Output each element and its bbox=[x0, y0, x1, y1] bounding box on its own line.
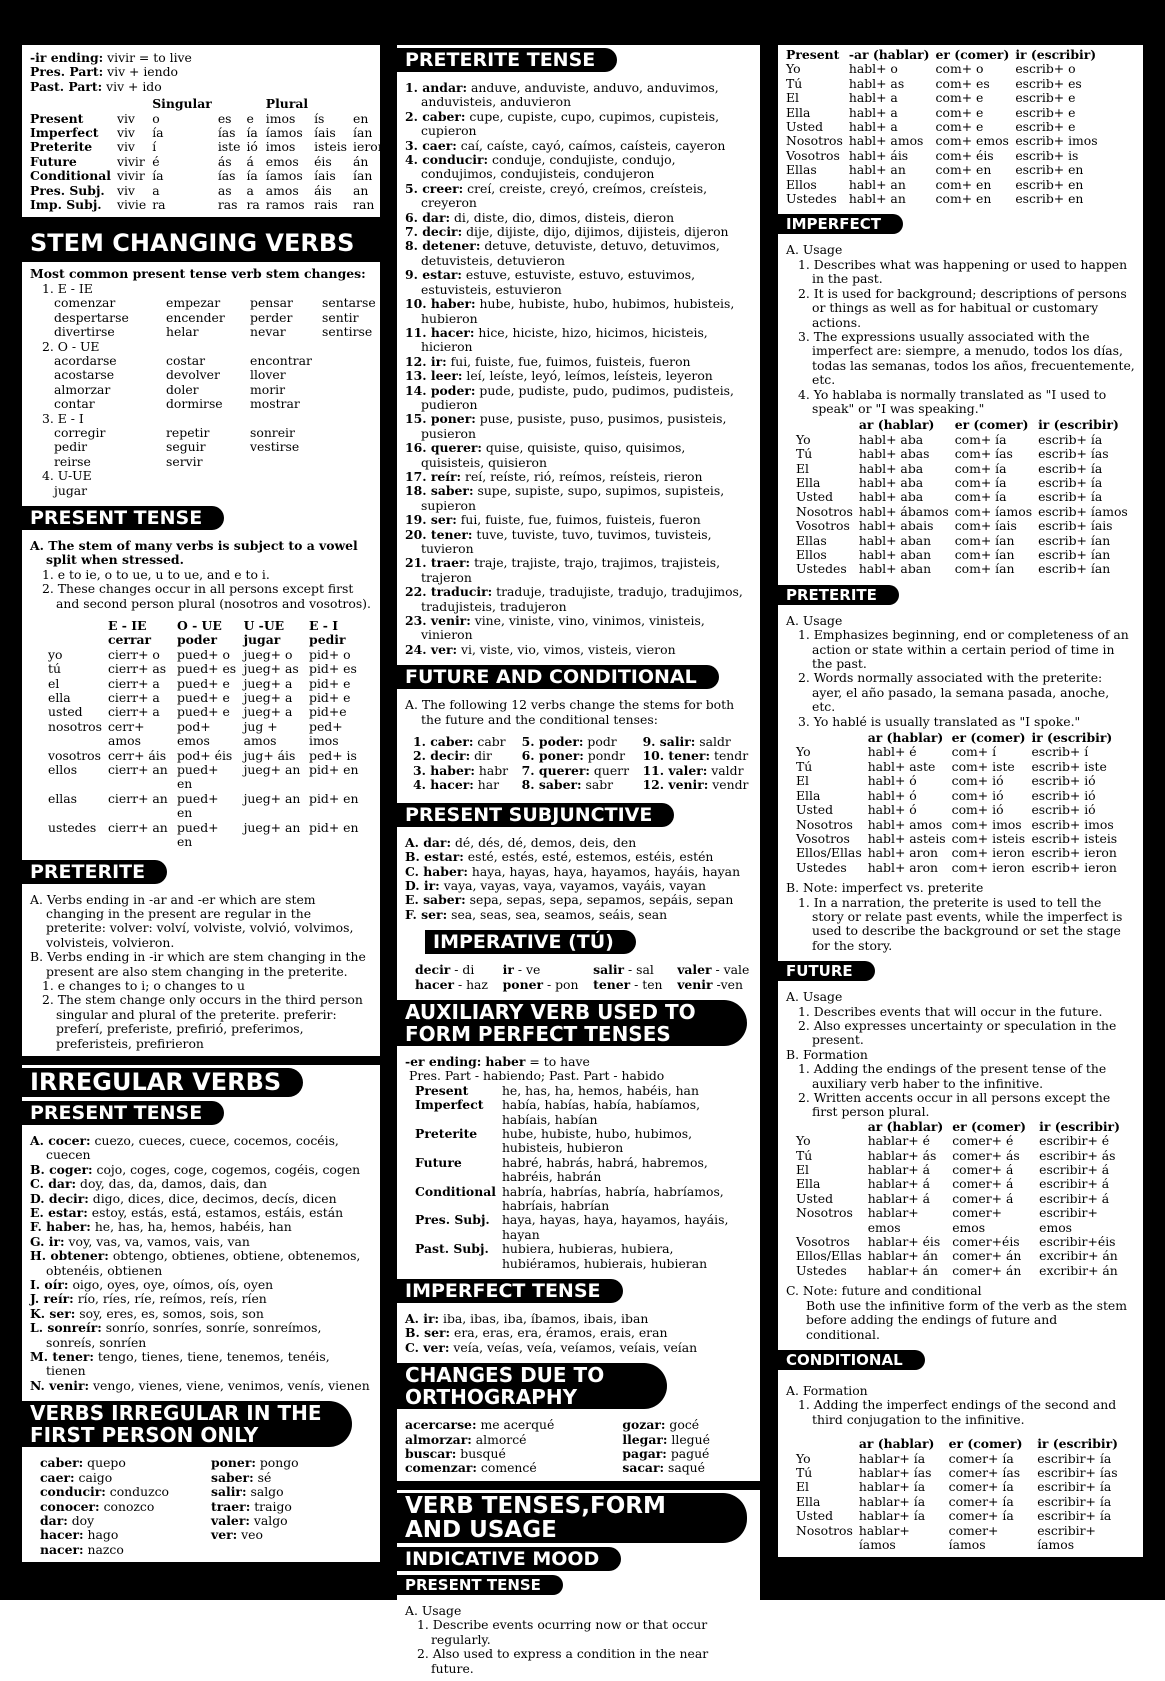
list-item: 8. saber: sabr bbox=[521, 777, 614, 793]
table-row: Imperfect había, habías, había, habíamos, habíais, habían bbox=[415, 1097, 701, 1127]
table-row: Ella habl+ a com+ e escrib+ e bbox=[786, 104, 1076, 120]
list-item: conocer: conozco bbox=[40, 1498, 155, 1514]
table-row: Ellos/Ellas habl+ aron com+ ieron escrib+ ieron bbox=[796, 845, 1117, 861]
first-person-list-left bbox=[40, 1456, 201, 1557]
table-row: Imperfect viv ía ías ía íamos íais ían bbox=[30, 125, 373, 141]
list-item: 4. hacer: har bbox=[413, 777, 500, 793]
list-item: -ir ending: vivir = to live bbox=[30, 50, 192, 65]
list-item: I. oír: oigo, oyes, oye, oímos, oís, oyen bbox=[30, 1277, 274, 1293]
table-row: Nosotros habl+ amos com+ imos escrib+ imos bbox=[796, 816, 1114, 832]
future-conditional-section bbox=[397, 693, 760, 799]
irregular-present-title: PRESENT TENSE bbox=[22, 1101, 380, 1129]
imperfect-title: IMPERFECT bbox=[778, 211, 1143, 238]
first-person-title: VERBS IRREGULAR IN THE FIRST PERSON ONLY bbox=[22, 1398, 380, 1451]
list-item: C. dar: doy, das, da, damos, dais, dan bbox=[30, 1176, 267, 1192]
present-endings-table: Present -ar (hablar) er (comer) ir (escribir) Yo habl+ o com+ o escrib+ o Tú habl+ as com+ es escrib+ es El habl+ a com+ e escrib+ e Ella habl+ a com+ e escrib+ e Usted habl+ a com+ e escrib+ e Nosotros habl+ amos com+ emos escrib+ imos Vosotros habl+ áis com+ éis escrib+ is Ellas habl+ an com+ en escrib+ en Ellos habl+ an com+ en escrib+ en Ustedes habl+ an com+ en escrib+ en bbox=[786, 48, 1104, 206]
column-left bbox=[22, 45, 386, 1562]
stem-group-label: 2. O - UE bbox=[42, 338, 100, 354]
list-item: 18. saber: supe, supiste, supo, supimos, supisteis, supieron bbox=[405, 483, 725, 513]
indicative-mood-title: INDICATIVE MOOD bbox=[397, 1547, 760, 1575]
list-item: 1. caber: cabr bbox=[413, 734, 506, 750]
list-item: dar: doy bbox=[40, 1512, 95, 1528]
stem-groups bbox=[30, 280, 376, 498]
table-row: Yo habl+ aba com+ ía escrib+ ía bbox=[796, 431, 1103, 447]
list-item: 1. Describes what was happening or used to happen in the past. bbox=[798, 256, 1128, 287]
table-row: Past. Subj. hubiera, hubieras, hubiera, hubiéramos, hubierais, hubieran bbox=[415, 1241, 708, 1271]
table-row: Preterite hube, hubiste, hubo, hubimos, hubisteis, hubieron bbox=[415, 1125, 693, 1156]
imperative-section bbox=[397, 958, 760, 997]
list-item: traer: traigo bbox=[211, 1498, 292, 1514]
present-note-a: A. The stem of many verbs is subject to a vowel split when stressed. bbox=[30, 537, 358, 568]
list-item: B. ser: era, eras, era, éramos, erais, eran bbox=[405, 1325, 668, 1341]
list-item: A. ir: iba, ibas, iba, íbamos, ibais, iban bbox=[405, 1311, 649, 1327]
stem-intro: Most common present tense verb stem changes: bbox=[30, 266, 366, 282]
table-row: Usted hablar+ á comer+ á escribir+ á bbox=[796, 1190, 1110, 1206]
stem-group-verbs: corregir repetir sonreir pedir seguir vestirse reirse servir bbox=[54, 424, 300, 469]
table-row: Ustedes habl+ aban com+ ían escrib+ ían bbox=[796, 561, 1111, 577]
list-item: ver: veo bbox=[211, 1527, 263, 1543]
table-row: Ella habl+ ó com+ ió escrib+ ió bbox=[796, 787, 1096, 803]
orthography-section bbox=[397, 1413, 760, 1481]
table-row: Future vivir é ás á emos éis án bbox=[30, 153, 369, 169]
list-item: 12. venir: vendr bbox=[642, 777, 749, 793]
list-item: 11. hacer: hice, hiciste, hizo, hicimos, hicisteis, hicieron bbox=[405, 324, 708, 355]
list-item: 23. venir: vine, viniste, vino, vinimos, vinisteis, vinieron bbox=[405, 613, 705, 643]
list-item: 2. decir: dir bbox=[413, 748, 492, 764]
list-item: 10. haber: hube, hubiste, hubo, hubimos, hubisteis, hubieron bbox=[405, 296, 735, 326]
list-item: 24. ver: vi, viste, vio, vimos, visteis, vieron bbox=[405, 641, 676, 657]
list-item: C. haber: haya, hayas, haya, hayamos, hayáis, hayan bbox=[405, 863, 741, 879]
conditional-section: A. Formation 1. Adding the imperfect endings of the second and third conjugation to the infinitive. ar (hablar) er (comer) ir (escribir) Yo hablar+ ía comer+ ía escribir+ ía Tú hablar+ ías comer+ ías escribir+ ías El hablar+ ía comer+ ía escribir+ ía Ella hablar+ ía comer+ ía escribir+ ía Usted hablar+ ía comer+ ía escribir+ ía Nosotros hablar+ íamos comer+ íamos escribir+ íamos bbox=[778, 1374, 1143, 1557]
list-item: comenzar: comencé bbox=[405, 1460, 537, 1476]
table-row: Ella hablar+ ía comer+ ía escribir+ ía bbox=[796, 1493, 1112, 1509]
present-note-a2: 2. These changes occur in all persons except first and second person plural (nosotros and vosotros). bbox=[42, 581, 371, 611]
list-item: 15. poner: puse, pusiste, puso, pusimos, pusisteis, pusieron bbox=[405, 411, 727, 441]
list-item: hacer: hago bbox=[40, 1527, 119, 1543]
ir-verb-summary bbox=[22, 45, 386, 217]
table-row: Yo habl+ é com+ í escrib+ í bbox=[796, 744, 1089, 760]
list-item: 3. Yo hablé is usually translated as "I spoke." bbox=[798, 713, 1081, 729]
table-row: Tú hablar+ ás comer+ ás escribir+ ás bbox=[796, 1147, 1116, 1163]
preterite-note-b: B. Verbs ending in -ir which are stem changing in the present are also stem changing in the preterite. bbox=[30, 949, 366, 979]
list-item: venir -ven bbox=[677, 976, 743, 992]
stem-group-label: 3. E - I bbox=[42, 410, 84, 426]
present-note-a1: 1. e to ie, o to ue, u to ue, and e to i. bbox=[42, 566, 270, 582]
table-row: Ella hablar+ á comer+ á escribir+ á bbox=[796, 1176, 1110, 1192]
list-item: 2. Words normally associated with the preterite: ayer, el año pasado, la semana pasada, anoche, etc. bbox=[798, 670, 1110, 715]
list-item: caer: caigo bbox=[40, 1469, 113, 1485]
list-item: Pres. Part: viv + iendo bbox=[30, 64, 178, 80]
table-row: Ellos habl+ aban com+ ían escrib+ ían bbox=[796, 547, 1111, 562]
irregular-verbs-title: IRREGULAR VERBS bbox=[22, 1065, 380, 1101]
preterite-note-a: A. Verbs ending in -ar and -er which are stem changing in the present are regular in the preterite: volver: volví, volviste, volvió, volvimos, volvisteis, volvieron. bbox=[30, 891, 354, 950]
list-item: gozar: gocé bbox=[622, 1417, 700, 1433]
list-item: B. estar: esté, estés, esté, estemos, estéis, estén bbox=[405, 849, 714, 865]
table-row: El habl+ ó com+ ió escrib+ ió bbox=[796, 773, 1096, 789]
table-row: Present viv o es e imos ís en bbox=[30, 110, 369, 126]
list-item: 3. haber: habr bbox=[413, 762, 509, 778]
list-item: llegar: llegué bbox=[622, 1431, 710, 1447]
list-item: 17. reír: reí, reíste, rió, reímos, reísteis, rieron bbox=[405, 468, 703, 484]
future-stems-grid bbox=[413, 735, 752, 793]
list-item: 12. ir: fui, fuiste, fue, fuimos, fuisteis, fueron bbox=[405, 353, 691, 369]
list-item: F. haber: he, has, ha, hemos, habéis, han bbox=[30, 1219, 292, 1235]
list-item: A. cocer: cuezo, cueces, cuece, cocemos, cocéis, cuecen bbox=[30, 1132, 339, 1163]
column-middle bbox=[397, 45, 760, 1681]
table-row: vosotros cerr+ áis pod+ éis jug+ áis ped+ is bbox=[48, 747, 357, 763]
conditional-title: CONDITIONAL bbox=[778, 1347, 1143, 1374]
stem-group-label: 4. U-UE bbox=[42, 468, 92, 484]
list-item: decir - di bbox=[415, 962, 475, 978]
future-section: A. Usage 1. Describes events that will occur in the future. 2. Also expresses uncertainty or speculation in the present. B. Formation 1. Adding the endings of the present tense of the auxiliary verb haber to the infinitive. 2. Written accents occur in all persons except the first person plural. ar (hablar) er (comer) ir (escribir) Yo hablar+ é comer+ é escribir+ é Tú hablar+ ás comer+ ás escribir+ ás El hablar+ á comer+ á escribir+ á Ella hablar+ á comer+ á escribir+ á Usted hablar+ á comer+ á escribir+ á Nosotros hablar+ emos comer+ emos escribir+ emos Vosotros hablar+ éis comer+éis escribir+éis Ellos/Ellas hablar+ án comer+ án excribir+ án Ustedes hablar+ án comer+ án excribir+ án C. Note: future and conditional Both use the infinitive form of the verb as the stem before adding the endings of future and conditional. bbox=[778, 985, 1143, 1347]
table-row: Vosotros habl+ asteis com+ isteis escrib+ isteis bbox=[796, 830, 1118, 846]
list-item: valer - vale bbox=[677, 962, 750, 978]
list-item: D. decir: digo, dices, dice, decimos, decís, dicen bbox=[30, 1190, 337, 1206]
preterite-irregular-list bbox=[405, 81, 752, 657]
present-subjunctive-title: PRESENT SUBJUNCTIVE bbox=[397, 800, 760, 831]
table-row: Future habré, habrás, habrá, habremos, habréis, habrán bbox=[415, 1154, 708, 1185]
table-row: Nosotros hablar+ íamos comer+ íamos escribir+ íamos bbox=[796, 1522, 1096, 1552]
list-item: Past. Part: viv + ido bbox=[30, 78, 162, 94]
table-row: El hablar+ á comer+ á escribir+ á bbox=[796, 1162, 1110, 1178]
preterite-title-right: PRETERITE bbox=[778, 582, 1143, 609]
list-item: 5. poder: podr bbox=[521, 734, 617, 750]
stem-group-verbs: acordarse costar encontrar acostarse devolver llover almorzar doler morir contar dormirse mostrar bbox=[54, 352, 312, 412]
future-conditional-title: FUTURE AND CONDITIONAL bbox=[397, 662, 760, 693]
list-item: E. saber: sepa, sepas, sepa, sepamos, sepáis, sepan bbox=[405, 892, 734, 908]
table-row: Pres. Subj. viv a as a amos áis an bbox=[30, 182, 369, 198]
table-row: Tú hablar+ ías comer+ ías escribir+ ías bbox=[796, 1464, 1118, 1480]
list-item: L. sonreír: sonrío, sonríes, sonríe, sonreímos, sonreís, sonríen bbox=[30, 1320, 322, 1350]
table-row: Conditional habría, habrías, habría, habríamos, habríais, habrían bbox=[415, 1183, 724, 1213]
list-item: 3. The expressions usually associated with the imperfect are: siempre, a menudo, todos los días, todas las semanas, todos los años, frecuentemente, etc. bbox=[798, 328, 1135, 388]
list-item: 21. traer: traje, trajiste, trajo, trajimos, trajisteis, trajeron bbox=[405, 555, 721, 585]
orthography-title: CHANGES DUE TO ORTHOGRAPHY bbox=[397, 1360, 760, 1413]
list-item: saber: sé bbox=[211, 1469, 272, 1485]
table-row: Present he, has, ha, hemos, habéis, han bbox=[415, 1082, 699, 1098]
stem-changing-section bbox=[22, 262, 380, 503]
list-item: 22. traducir: traduje, tradujiste, tradujo, tradujimos, tradujisteis, tradujeron bbox=[405, 584, 743, 614]
present-usage-title: PRESENT TENSE bbox=[397, 1575, 760, 1599]
preterite-section-left bbox=[22, 888, 380, 1056]
stem-group-verbs: comenzar empezar pensar sentarse despertarse encender perder sentir divertirse helar nevar sentirse bbox=[54, 295, 376, 340]
table-row: Yo hablar+ é comer+ é escribir+ é bbox=[796, 1133, 1110, 1149]
verb-tenses-title: VERB TENSES,FORM AND USAGE bbox=[397, 1490, 760, 1547]
table-row: Usted habl+ aba com+ ía escrib+ ía bbox=[796, 489, 1103, 505]
table-row: ella cierr+ a pued+ e jueg+ a pid+ e bbox=[48, 690, 351, 706]
table-row: Ustedes habl+ aron com+ ieron escrib+ ieron bbox=[796, 859, 1117, 875]
list-item: 2. It is used for background; descriptions of persons or things as well as for habitual or customary actions. bbox=[798, 285, 1127, 330]
table-row: Nosotros habl+ amos com+ emos escrib+ imos bbox=[786, 133, 1098, 149]
list-item: E. estar: estoy, estás, está, estamos, estáis, están bbox=[30, 1205, 344, 1220]
present-subjunctive-section bbox=[397, 831, 760, 927]
present-usage-section: A. Usage 1. Describe events ocurring now or that occur regularly. 2. Also used to express a condition in the near future. bbox=[397, 1599, 760, 1681]
irregular-present-section bbox=[22, 1129, 380, 1398]
list-item: conducir: conduzco bbox=[40, 1484, 170, 1500]
table-row: usted cierr+ a pued+ e jueg+ a pid+e bbox=[48, 704, 347, 720]
list-item: 14. poder: pude, pudiste, pudo, pudimos, pudisteis, pudieron bbox=[405, 382, 734, 412]
list-item: 1. Emphasizes beginning, end or completeness of an action or state within a certain period of time in the past. bbox=[798, 627, 1129, 672]
list-item: 19. ser: fui, fuiste, fue, fuimos, fuisteis, fueron bbox=[405, 512, 701, 528]
list-item: acercarse: me acerqué bbox=[405, 1417, 555, 1433]
stem-changing-title: STEM CHANGING VERBS bbox=[22, 226, 380, 262]
list-item: 16. querer: quise, quisiste, quiso, quisimos, quisisteis, quisieron bbox=[405, 440, 686, 470]
table-row: el cierr+ a pued+ e jueg+ a pid+ e bbox=[48, 675, 351, 691]
table-row: ellos cierr+ an pued+ en jueg+ an pid+ en bbox=[48, 762, 359, 792]
ir-intro-lines bbox=[30, 51, 372, 94]
table-row: Preterite viv í iste ió imos isteis ieron bbox=[30, 139, 386, 155]
list-item: 10. tener: tendr bbox=[642, 748, 749, 764]
table-row: Usted habl+ a com+ e escrib+ e bbox=[786, 119, 1076, 135]
imperfect-tense-title: IMPERFECT TENSE bbox=[397, 1276, 760, 1307]
table-row: yo cierr+ o pued+ o jueg+ o pid+ o bbox=[48, 646, 351, 662]
list-item: salir: salgo bbox=[211, 1484, 284, 1500]
preterite-tense-section bbox=[397, 76, 760, 662]
list-item: tener - ten bbox=[593, 976, 663, 992]
list-item: 20. tener: tuve, tuviste, tuvo, tuvimos, tuvisteis, tuvieron bbox=[405, 526, 712, 556]
table-row: Tú habl+ abas com+ ías escrib+ ías bbox=[796, 446, 1109, 462]
list-item: 11. valer: valdr bbox=[642, 762, 744, 778]
table-row: Ellos/Ellas hablar+ án comer+ án excribir+ án bbox=[796, 1248, 1118, 1264]
list-item: J. reír: río, ríes, ríe, reímos, reís, ríen bbox=[30, 1291, 267, 1307]
table-row: Usted hablar+ ía comer+ ía escribir+ ía bbox=[796, 1508, 1112, 1524]
present-endings-section bbox=[778, 45, 1143, 211]
list-item: 7. decir: dije, dijiste, dijo, dijimos, dijisteis, dijeron bbox=[405, 224, 729, 240]
list-item: B. coger: cojo, coges, coge, cogemos, cogéis, cogen bbox=[30, 1161, 361, 1177]
list-item: C. ver: veía, veías, veía, veíamos, veíais, veían bbox=[405, 1339, 698, 1355]
first-person-section bbox=[22, 1451, 380, 1562]
table-row: Nosotros hablar+ emos comer+ emos escribir+ emos bbox=[796, 1205, 1098, 1235]
list-item: hacer - haz bbox=[415, 976, 488, 992]
ir-table-body bbox=[30, 112, 392, 213]
preterite-section-right: A. Usage 1. Emphasizes beginning, end or completeness of an action or state within a certain period of time in the past. 2. Words normally associated with the preterite: ayer, el año pasado, la semana pasada, anoche, etc. 3. Yo hablé is usually translated as "I spoke." ar (hablar) er (comer) ir (escribir) Yo habl+ é com+ í escrib+ í Tú habl+ aste com+ iste escrib+ iste El habl+ ó com+ ió escrib+ ió Ella habl+ ó com+ ió escrib+ ió Usted habl+ ó com+ ió escrib+ ió Nosotros habl+ amos com+ imos escrib+ imos Vosotros habl+ asteis com+ isteis escrib+ isteis Ellos/Ellas habl+ aron com+ ieron escrib+ ieron Ustedes habl+ aron com+ ieron escrib+ ieron B. Note: imperfect vs. preterite 1. In a narration, the preterite is used to tell the story or relate past events, while the imperfect is used to describe the background or set the stage for the story. bbox=[778, 609, 1143, 958]
list-item: 6. poner: pondr bbox=[521, 748, 625, 764]
list-item: caber: quepo bbox=[40, 1455, 126, 1471]
list-item: 6. dar: di, diste, dio, dimos, disteis, dieron bbox=[405, 209, 675, 225]
table-row: Usted habl+ ó com+ ió escrib+ ió bbox=[796, 802, 1096, 818]
table-row: Vosotros habl+ áis com+ éis escrib+ is bbox=[786, 147, 1079, 163]
list-item: G. ir: voy, vas, va, vamos, vais, van bbox=[30, 1233, 250, 1249]
list-item: almorzar: almorcé bbox=[405, 1431, 527, 1447]
list-item: ir - ve bbox=[502, 962, 541, 978]
table-row: Ellas habl+ an com+ en escrib+ en bbox=[786, 162, 1084, 178]
list-item: buscar: busqué bbox=[405, 1446, 506, 1462]
list-item: N. venir: vengo, vienes, viene, venimos, venís, vienen bbox=[30, 1377, 370, 1393]
list-item: 9. estar: estuve, estuviste, estuvo, estuvimos, estuvisteis, estuvieron bbox=[405, 267, 696, 297]
table-row: El habl+ aba com+ ía escrib+ ía bbox=[796, 460, 1103, 476]
table-row: nosotros cerr+ amos pod+ emos jug + amos ped+ imos bbox=[48, 718, 343, 749]
list-item: D. ir: vaya, vayas, vaya, vayamos, vayáis, vayan bbox=[405, 877, 706, 893]
ir-table-head: Singular Plural bbox=[152, 96, 309, 112]
table-row: Tú habl+ aste com+ iste escrib+ iste bbox=[796, 758, 1107, 774]
column-right bbox=[778, 45, 1143, 1557]
list-item: F. ser: sea, seas, sea, seamos, seáis, sean bbox=[405, 906, 668, 922]
list-item: 13. leer: leí, leíste, leyó, leímos, leísteis, leyeron bbox=[405, 368, 713, 384]
table-row: Vosotros habl+ abais com+ íais escrib+ íais bbox=[796, 518, 1113, 534]
table-row: Pres. Subj. haya, hayas, haya, hayamos, hayáis, hayan bbox=[415, 1212, 729, 1242]
auxiliary-verb-title: AUXILIARY VERB USED TO FORM PERFECT TENSES bbox=[397, 997, 760, 1050]
table-row: ustedes cierr+ an pued+ en jueg+ an pid+ en bbox=[48, 819, 359, 850]
list-item: salir - sal bbox=[593, 962, 654, 978]
future-note-a: A. The following 12 verbs change the stems for both the future and the conditional tenses: bbox=[405, 697, 735, 727]
table-row: El hablar+ ía comer+ ía escribir+ ía bbox=[796, 1479, 1112, 1495]
list-item: H. obtener: obtengo, obtienes, obtiene, obtenemos, obtenéis, obtienen bbox=[30, 1248, 361, 1278]
auxiliary-verb-section: -er ending: haber = to have Pres. Part - habiendo; Past. Part - habido Present he, has, ha, hemos, habéis, han Imperfect había, habías, había, habíamos, habíais, habían Preterite hube, hubiste, hubo, hubimos, hubisteis, hubieron Future habré, habrás, habrá, habremos, habréis, habrán Conditional habría, habrías, habría, habríamos, habríais, habrían Pres. Subj. haya, hayas, haya, hayamos, hayáis, hayan Past. Subj. hubiera, hubieras, hubiera, hubiéramos, hubierais, hubieran bbox=[397, 1050, 760, 1276]
list-item: nacer: nazco bbox=[40, 1541, 124, 1557]
future-title: FUTURE bbox=[778, 958, 1143, 985]
table-row: Yo habl+ o com+ o escrib+ o bbox=[786, 61, 1076, 77]
table-row: Vosotros hablar+ éis comer+éis escribir+éis bbox=[796, 1234, 1116, 1250]
list-item: pagar: pagué bbox=[622, 1446, 710, 1462]
table-row: Ella habl+ aba com+ ía escrib+ ía bbox=[796, 474, 1103, 490]
list-item: K. ser: soy, eres, es, somos, sois, son bbox=[30, 1305, 264, 1321]
table-row: Nosotros habl+ ábamos com+ íamos escrib+ íamos bbox=[796, 503, 1128, 519]
list-item: poner - pon bbox=[502, 976, 579, 992]
table-row: Tú habl+ as com+ es escrib+ es bbox=[786, 75, 1082, 91]
stem-group-label: 1. E - IE bbox=[42, 280, 93, 296]
table-row: ellas cierr+ an pued+ en jueg+ an pid+ en bbox=[48, 790, 359, 821]
list-item: 4. conducir: conduje, condujiste, condujo, condujimos, condujisteis, condujeron bbox=[405, 152, 676, 182]
list-item: poner: pongo bbox=[211, 1455, 299, 1471]
imperfect-tense-section bbox=[397, 1307, 760, 1360]
preterite-tense-title: PRETERITE TENSE bbox=[397, 45, 760, 76]
present-tense-title: PRESENT TENSE bbox=[22, 503, 380, 534]
table-row: tú cierr+ as pued+ es jueg+ as pid+ es bbox=[48, 661, 357, 677]
preterite-note-b2: 2. The stem change only occurs in the third person singular and plural of the preterite. preferir: preferí, preferiste, prefirió, preferimos, preferisteis, prefirieron bbox=[42, 992, 363, 1051]
list-item: sacar: saqué bbox=[622, 1460, 705, 1476]
imperative-title: IMPERATIVE (TÚ) bbox=[397, 927, 760, 958]
list-item: 5. creer: creí, creiste, creyó, creímos, creísteis, creyeron bbox=[405, 180, 708, 211]
preterite-title-left: PRETERITE bbox=[22, 857, 380, 888]
preterite-note-b1: 1. e changes to i; o changes to u bbox=[42, 977, 245, 993]
list-item: 8. detener: detuve, detuviste, detuvo, detuvimos, detuvisteis, detuvieron bbox=[405, 238, 720, 268]
present-stem-table: E - IE O - UE U -UE E - I cerrar poder jugar pedir yo cierr+ o pued+ o jueg+ o pid+ o tú cierr+ as pued+ es jueg+ as pid+ es el cierr+ a pued+ e jueg+ a pid+ e ella cierr+ a pued+ e jueg+ a pid+ e usted cierr+ a pued+ e jueg+ a pid+e nosotros cerr+ amos pod+ emos jug + amos ped+ imos vosotros cerr+ áis pod+ éis jug+ áis ped+ is ellos cierr+ an pued+ en jueg+ an pid+ en ellas cierr+ an pued+ en jueg+ an pid+ en ustedes cierr+ an pued+ en jueg+ an pid+ en bbox=[48, 619, 372, 850]
stem-group-verbs: jugar bbox=[54, 482, 88, 498]
table-row: Ustedes habl+ an com+ en escrib+ en bbox=[786, 191, 1084, 207]
list-item: A. dar: dé, dés, dé, demos, deis, den bbox=[405, 834, 637, 850]
list-item: 4. Yo hablaba is normally translated as "I used to speak" or "I was speaking." bbox=[798, 386, 1107, 416]
first-person-list-right bbox=[211, 1456, 372, 1557]
list-item: 9. salir: saldr bbox=[642, 734, 731, 750]
list-item: 3. caer: caí, caíste, cayó, caímos, caísteis, cayeron bbox=[405, 137, 726, 153]
table-row: Conditional vivir ía ías ía íamos íais ían bbox=[30, 168, 373, 184]
haber-table bbox=[415, 1084, 752, 1271]
present-tense-section bbox=[22, 534, 380, 857]
ir-conjugation-table bbox=[30, 97, 392, 212]
table-row: El habl+ a com+ e escrib+ e bbox=[786, 90, 1076, 106]
table-row: Imp. Subj. vivie ra ras ra ramos rais ran bbox=[30, 197, 375, 213]
list-item: 7. querer: querr bbox=[521, 762, 630, 778]
list-item: valer: valgo bbox=[211, 1512, 288, 1528]
list-item: 2. caber: cupe, cupiste, cupo, cupimos, cupisteis, cupieron bbox=[405, 108, 720, 139]
imperfect-section: A. Usage 1. Describes what was happening or used to happen in the past. 2. It is used for background; descriptions of persons or things as well as for habitual or customary actions. 3. The expressions usually associated with the imperfect are: siempre, a menudo, todos los días, todas las semanas, todos los años, frecuentemente, etc. 4. Yo hablaba is normally translated as "I used to speak" or "I was speaking." ar (hablar) er (comer) ir (escribir) Yo habl+ aba com+ ía escrib+ ía Tú habl+ abas com+ ías escrib+ ías El habl+ aba com+ ía escrib+ ía Ella habl+ aba com+ ía escrib+ ía Usted habl+ aba com+ ía escrib+ ía Nosotros habl+ ábamos com+ íamos escrib+ íamos Vosotros habl+ abais com+ íais escrib+ íais Ellas habl+ aban com+ ían escrib+ ían Ellos habl+ aban com+ ían escrib+ ían Ustedes habl+ aban com+ ían escrib+ ían bbox=[778, 238, 1143, 581]
table-row: Yo hablar+ ía comer+ ía escribir+ ía bbox=[796, 1450, 1112, 1466]
irregular-present-list bbox=[30, 1134, 372, 1393]
table-row: Ellas habl+ aban com+ ían escrib+ ían bbox=[796, 532, 1111, 548]
list-item: M. tener: tengo, tienes, tiene, tenemos, tenéis, tienen bbox=[30, 1349, 330, 1379]
table-row: Ustedes hablar+ án comer+ án excribir+ án bbox=[796, 1262, 1118, 1278]
list-item: 1. andar: anduve, anduviste, anduvo, anduvimos, anduvisteis, anduvieron bbox=[405, 80, 719, 110]
table-row: Ellos habl+ an com+ en escrib+ en bbox=[786, 176, 1084, 192]
